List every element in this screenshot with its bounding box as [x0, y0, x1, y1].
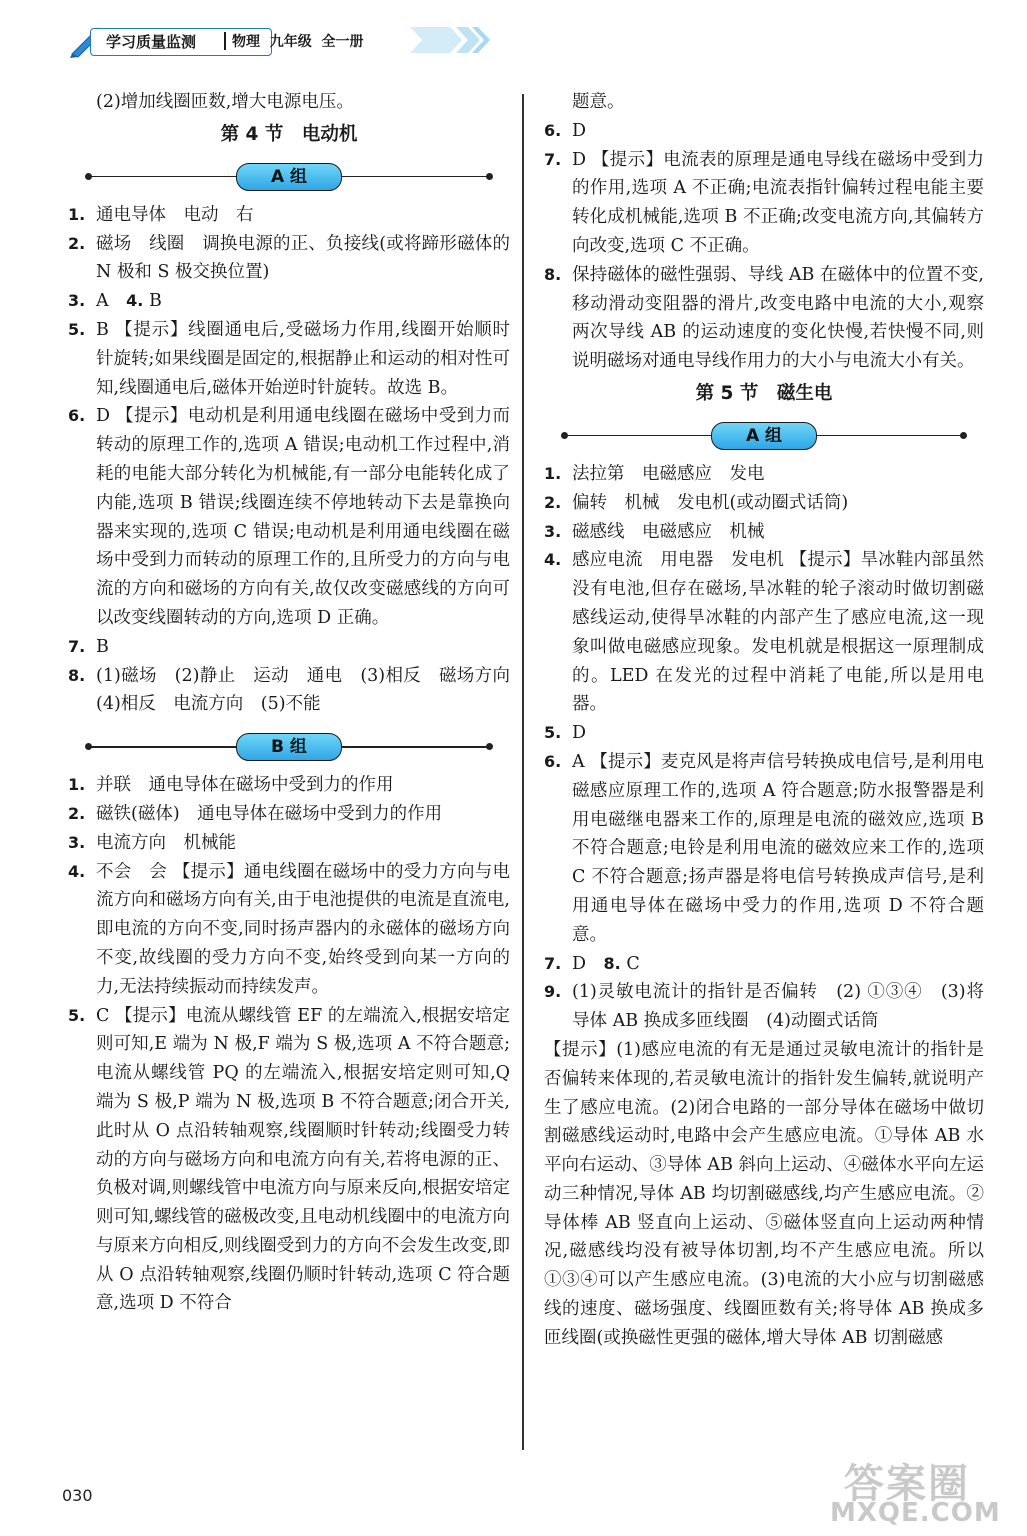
answer-item: 9. (1)灵敏电流计的指针是否偏转 (2) ①③④ (3)将导体 AB 换成多匝线圈 (4)动圈式话筒 — [544, 982, 984, 1032]
answer-item: 5. D — [544, 723, 587, 744]
answer-item: 2. 磁铁(磁体) 通电导体在磁场中受到力的作用 — [68, 803, 443, 824]
right-column — [544, 88, 984, 1353]
answer-item: 4. 感应电流 用电器 发电机 【提示】旱冰鞋内部虽然没有电池,但存在磁场,旱冰鞋的轮子滚动时做切割磁感线运动,使得旱冰鞋的内部产生了感应电流,这一现象叫做电磁感应现象。发电机就是根据这一原理制成的。LED 在发光的过程中消耗了电能,所以是用电器。 — [544, 550, 984, 715]
section-title-5: 第 5 节 磁生电 — [695, 382, 833, 404]
answer-item: 6. D — [544, 120, 587, 141]
left-column — [68, 88, 528, 1318]
answer-item: 5. B 【提示】线圈通电后,受磁场力作用,线圈开始顺时针旋转;如果线圈是固定的,根据静止和运动的相对性可知,线圈通电后,磁体开始逆时针旋转。故选 B。 — [68, 319, 510, 398]
header-brand: 学习质量监测 — [106, 33, 197, 51]
group-a-label: A 组 — [711, 422, 817, 450]
page-header — [60, 22, 490, 58]
group-a-banner — [68, 157, 510, 197]
answer-item: 6. D 【提示】电动机是利用通电线圈在磁场中受到力而转动的原理工作的,选项 A 错误;电动机工作过程中,消耗的电能大部分转化为机械能,有一部分电能转化成了内能,选项 B 错误;线圈连续不停地转动下去是靠换向器来实现的,选项 C 错误;电动机是利用通电线圈在磁场中受到力而转动的原理工作的,且所受力的方向与电流的方向和磁场的方向有关,故仅改变磁感线的方向可以改变线圈转动的方向,选项 D 正确。 — [68, 406, 510, 628]
answer-item: 7. B — [68, 636, 109, 657]
answer-item: 3. 电流方向 机械能 — [68, 832, 236, 853]
answer-item: 2. 磁场 线圈 调换电源的正、负接线(或将蹄形磁体的 N 极和 S 极交换位置) — [68, 233, 510, 283]
group-b-banner — [68, 727, 510, 767]
header-subject: 物理 九年级 全一册 — [232, 34, 364, 50]
header-separator — [224, 32, 226, 50]
watermark-logo: 答案圈 MXQE.COM — [830, 1461, 1001, 1528]
answer-item: 3. 磁感线 电磁感应 机械 — [544, 521, 765, 542]
answer-item: 7. D 8. C — [544, 953, 640, 974]
chevron-decoration-icon — [410, 25, 490, 55]
answer-item: 1. 法拉第 电磁感应 发电 — [544, 463, 765, 484]
group-b-label: B 组 — [236, 733, 342, 761]
continued-text: 题意。 — [572, 92, 625, 112]
answer-item: 1. 通电导体 电动 右 — [68, 204, 254, 225]
answer-item: 4. 不会 会 【提示】通电线圈在磁场中的受力方向与电流方向和磁场方向有关,由于电池提供的电流是直流电,即电流的方向不变,同时扬声器内的永磁体的磁场方向不变,故线圈的受力方向不变,始终受到向某一方向的力,无法持续振动而持续发声。 — [68, 861, 510, 997]
answer-item: 7. D 【提示】电流表的原理是通电导线在磁场中受到力的作用,选项 A 不正确;电流表指针偏转过程电能主要转化成机械能,选项 B 不正确;改变电流方向,其偏转方向改变,选项 C 不正确。 — [544, 149, 984, 256]
answer-item: 8. (1)磁场 (2)静止 运动 通电 (3)相反 磁场方向 (4)相反 电流方向 (5)不能 — [68, 665, 528, 715]
section-title-4: 第 4 节 电动机 — [220, 123, 358, 145]
answer-item: 5. C 【提示】电流从螺线管 EF 的左端流入,根据安培定则可知,E 端为 N 极,F 端为 S 极,选项 A 不符合题意;电流从螺线管 PQ 的左端流入,根据安培定则可知,Q 端为 S 极,P 端为 N 极,选项 B 不符合题意;闭合开关,此时从 O 点沿转轴观察,线圈顺时针转动;线圈受力转动的方向与磁场方向和电流方向有关,若将电源的正、负极对调,则螺线管中电流方向与原来反向,根据安培定则可知,螺线管的磁极改变,且电动机线圈中的电流方向与原来方向相反,则线圈受到力的方向不会发生改变,即从 O 点沿转轴观察,线圈仍顺时针转动,选项 C 符合题意,选项 D 不符合 — [68, 1005, 510, 1314]
answer-item: 2. 偏转 机械 发电机(或动圈式话筒) — [544, 492, 849, 513]
answer-item: 1. 并联 通电导体在磁场中受到力的作用 — [68, 775, 394, 796]
answer-item: 3. A 4. B — [68, 291, 162, 312]
group-a-label: A 组 — [236, 163, 342, 191]
answer-item: 6. A 【提示】麦克风是将声信号转换成电信号,是利用电磁感应原理工作的,选项 A 符合题意;防水报警器是利用电磁继电器来工作的,原理是电流的磁效应,选项 B 不符合题意;电铃是利用电流的磁效应来工作的,选项 C 不符合题意;扬声器是将电信号转换成声信号,是利用通电导体在磁场中受力的作用,选项 D 不符合题意。 — [544, 751, 984, 945]
group-a-banner — [544, 416, 984, 456]
page-number: 030 — [62, 1486, 93, 1505]
answer-hint: 【提示】(1)感应电流的有无是通过灵敏电流计的指针是否偏转来体现的,若灵敏电流计的指针发生偏转,就说明产生了感应电流。(2)闭合电路的一部分导体在磁场中做切割磁感线运动时,电路中会产生感应电流。①导体 AB 水平向右运动、③导体 AB 斜向上运动、④磁体水平向左运动三种情况,导体 AB 均切割磁感线,均产生感应电流。②导体棒 AB 竖直向上运动、⑤磁体竖直向上运动两种情况,磁感线均没有被导体切割,均不产生感应电流。所以①③④可以产生感应电流。(3)电流的大小应与切割磁感线的速度、磁场强度、线圈匝数有关;将导体 AB 换成多匝线圈(或换磁性更强的磁体,增大导体 AB 切割磁感 — [544, 1039, 984, 1348]
intro-answer: (2)增加线圈匝数,增大电源电压。 — [96, 92, 354, 112]
answer-item: 8. 保持磁体的磁性强弱、导线 AB 在磁体中的位置不变,移动滑动变阻器的滑片,改变电路中电流的大小,观察两次导线 AB 的运动速度的变化快慢,若快慢不同,则说明磁场对通电导线作用力的大小与电流大小有关。 — [544, 264, 984, 372]
column-divider — [522, 94, 524, 1450]
